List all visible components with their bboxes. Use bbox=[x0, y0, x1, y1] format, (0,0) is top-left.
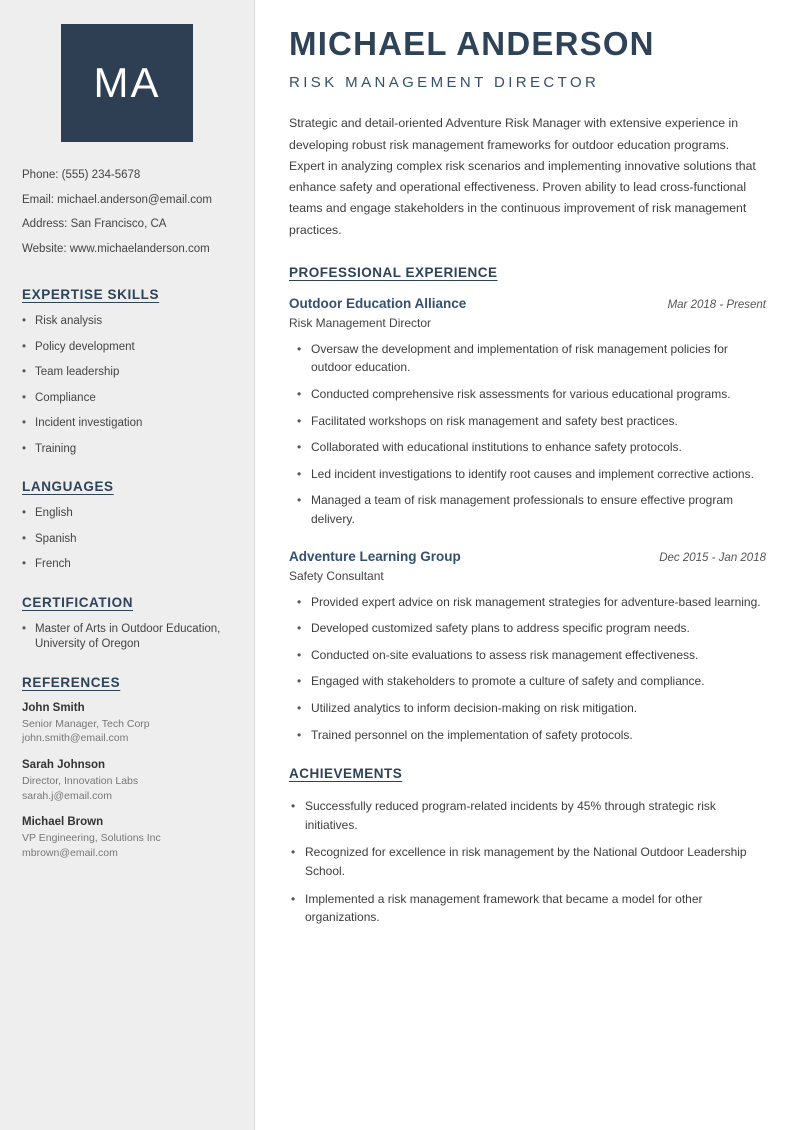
job-role: Safety Consultant bbox=[289, 568, 384, 583]
list-item: • Master of Arts in Outdoor Education, University of Oregon bbox=[22, 622, 232, 653]
expertise-skills-list bbox=[22, 314, 232, 457]
reference-role: VP Engineering, Solutions Inc bbox=[22, 832, 161, 845]
reference-name: Sarah Johnson bbox=[22, 759, 106, 772]
list-item: • Utilized analytics to inform decision-making on risk mitigation. bbox=[289, 699, 766, 718]
list-item: • Successfully reduced program-related incidents by 45% through strategic risk initiatives. bbox=[289, 797, 766, 834]
contact-phone: Phone: (555) 234-5678 bbox=[22, 169, 141, 181]
section-professional-experience bbox=[289, 265, 766, 744]
languages-list bbox=[22, 506, 232, 573]
list-item bbox=[22, 816, 232, 860]
certification-heading: CERTIFICATION bbox=[22, 594, 134, 610]
list-item: • Facilitated workshops on risk management and safety best practices. bbox=[289, 412, 766, 431]
certification-list bbox=[22, 622, 232, 653]
achievements-heading: ACHIEVEMENTS bbox=[289, 766, 403, 782]
list-item: • Spanish bbox=[22, 532, 232, 548]
list-item: • Policy development bbox=[22, 340, 232, 356]
section-certification bbox=[22, 595, 232, 653]
list-item: • Training bbox=[22, 442, 232, 458]
main-content bbox=[255, 0, 800, 1130]
experience-heading: PROFESSIONAL EXPERIENCE bbox=[289, 264, 498, 280]
section-languages bbox=[22, 479, 232, 573]
list-item: • Engaged with stakeholders to promote a culture of safety and compliance. bbox=[289, 672, 766, 691]
reference-name: John Smith bbox=[22, 701, 85, 714]
list-item bbox=[22, 759, 232, 803]
list-item: • Compliance bbox=[22, 391, 232, 407]
responsibility-list bbox=[289, 593, 766, 745]
employment-dates: Dec 2015 - Jan 2018 bbox=[659, 551, 766, 564]
reference-email: sarah.j@email.com bbox=[22, 789, 113, 802]
page-title: MICHAEL ANDERSON bbox=[289, 25, 655, 62]
list-item: • Managed a team of risk management professionals to ensure effective program delivery. bbox=[289, 491, 766, 528]
contact-list bbox=[22, 168, 232, 257]
company-name: Outdoor Education Alliance bbox=[289, 295, 467, 311]
contact-address: Address: San Francisco, CA bbox=[22, 218, 167, 231]
job-role: Risk Management Director bbox=[289, 315, 432, 330]
experience-header bbox=[289, 296, 766, 311]
list-item: • Collaborated with educational institutions to enhance safety protocols. bbox=[289, 438, 766, 457]
list-item: • English bbox=[22, 506, 232, 522]
reference-role: Senior Manager, Tech Corp bbox=[22, 717, 150, 730]
sidebar bbox=[0, 0, 255, 1130]
reference-name: Michael Brown bbox=[22, 816, 104, 829]
list-item: • Incident investigation bbox=[22, 416, 232, 432]
list-item: • Conducted comprehensive risk assessments for various educational programs. bbox=[289, 385, 766, 404]
experience-header bbox=[289, 549, 766, 564]
expertise-skills-heading: EXPERTISE SKILLS bbox=[22, 287, 160, 303]
languages-heading: LANGUAGES bbox=[22, 479, 114, 495]
list-item: • Recognized for excellence in risk management by the National Outdoor Leadership School. bbox=[289, 843, 766, 880]
references-heading: REFERENCES bbox=[22, 674, 121, 690]
profile-summary: Strategic and detail-oriented Adventure Risk Manager with extensive experience in developing robust risk management frameworks for outdoor education programs. Expert in analyzing complex risk scenarios and implementing innovative solutions that enhance safety and operational effectiveness. Proven ability to lead cross-functional teams and engage stakeholders in the continuous improvement of risk management practices. bbox=[289, 116, 756, 237]
list-item: • Implemented a risk management framework that became a model for other organizations. bbox=[289, 890, 766, 927]
section-expertise-skills bbox=[22, 287, 232, 457]
list-item: • Risk analysis bbox=[22, 314, 232, 330]
section-references bbox=[22, 675, 232, 861]
list-item: • Trained personnel on the implementation of safety protocols. bbox=[289, 726, 766, 745]
contact-website: Website: www.michaelanderson.com bbox=[22, 242, 210, 255]
reference-role: Director, Innovation Labs bbox=[22, 775, 139, 788]
avatar: MA bbox=[61, 24, 193, 142]
reference-email: mbrown@email.com bbox=[22, 847, 118, 860]
contact-email: Email: michael.anderson@email.com bbox=[22, 193, 212, 206]
list-item: • Team leadership bbox=[22, 365, 232, 381]
list-item: • Oversaw the development and implementation of risk management policies for outdoor education. bbox=[289, 340, 766, 377]
employment-dates: Mar 2018 - Present bbox=[667, 298, 766, 311]
list-item: • Conducted on-site evaluations to assess risk management effectiveness. bbox=[289, 646, 766, 665]
list-item: • Led incident investigations to identify root causes and implement corrective actions. bbox=[289, 465, 766, 484]
list-item: • Provided expert advice on risk management strategies for adventure-based learning. bbox=[289, 593, 766, 612]
responsibility-list bbox=[289, 340, 766, 529]
company-name: Adventure Learning Group bbox=[289, 548, 461, 564]
list-item bbox=[22, 702, 232, 746]
list-item: • Developed customized safety plans to address specific program needs. bbox=[289, 619, 766, 638]
list-item: • French bbox=[22, 557, 232, 573]
professional-title: RISK MANAGEMENT DIRECTOR bbox=[289, 74, 600, 92]
avatar-container bbox=[22, 24, 232, 142]
experience-entry bbox=[289, 296, 766, 529]
reference-email: john.smith@email.com bbox=[22, 732, 129, 745]
achievements-list bbox=[289, 797, 766, 927]
experience-entry bbox=[289, 549, 766, 745]
section-achievements bbox=[289, 766, 766, 927]
